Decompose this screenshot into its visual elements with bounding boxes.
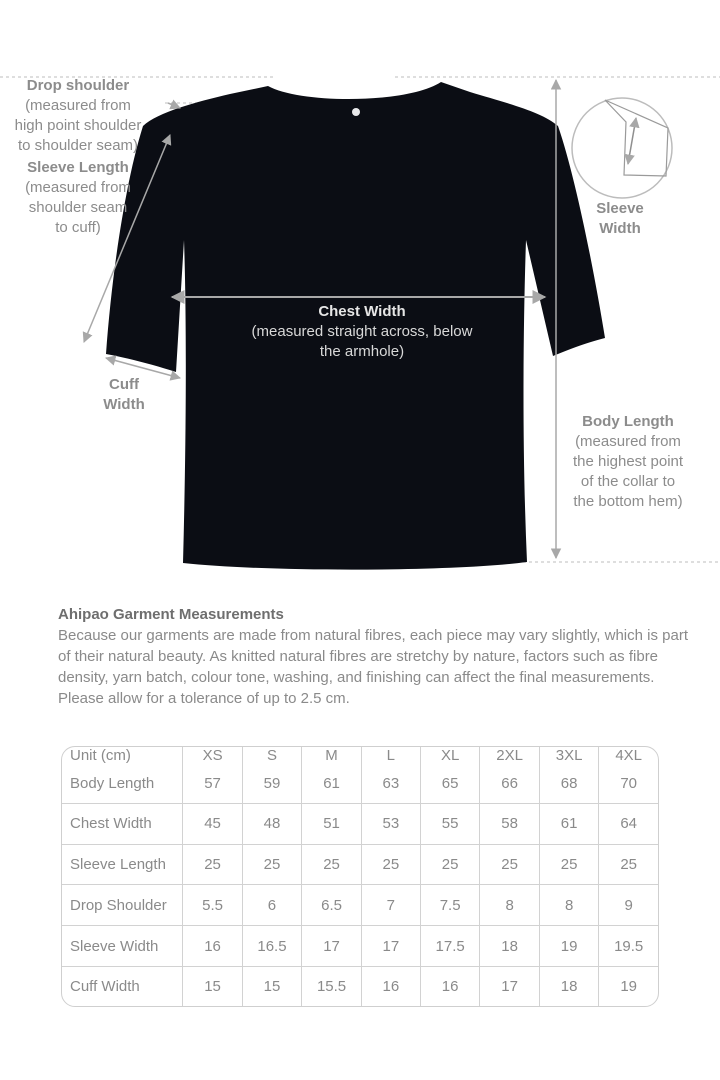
measurement-info xyxy=(58,604,698,709)
header-cell: L xyxy=(361,747,420,764)
table-cell: 25 xyxy=(242,844,302,885)
drop-shoulder-label xyxy=(2,76,154,156)
header-cell: 2XL xyxy=(480,747,539,764)
table-cell: 5.5 xyxy=(183,885,242,926)
header-cell: 3XL xyxy=(539,747,598,764)
sleeve-length-note-3: to cuff) xyxy=(55,219,101,236)
table-cell: 17 xyxy=(480,966,539,1006)
row-label: Cuff Width xyxy=(62,966,183,1006)
table-cell: 15 xyxy=(183,966,242,1006)
table-cell: 25 xyxy=(420,844,480,885)
cuff-width-title-2: Width xyxy=(103,396,145,413)
body-length-label xyxy=(560,412,696,512)
chest-width-title: Chest Width xyxy=(318,303,406,320)
body-length-note-2: the highest point xyxy=(572,453,684,470)
table-cell: 53 xyxy=(361,804,420,845)
table-cell: 18 xyxy=(480,926,539,967)
drop-shoulder-note-3: to shoulder seam) xyxy=(17,137,139,154)
header-cell: 4XL xyxy=(615,747,643,764)
table-cell: 61 xyxy=(539,804,598,845)
sleeve-length-note-1: (measured from xyxy=(25,179,131,196)
sleeve-width-title-1: Sleeve xyxy=(596,200,644,217)
table-cell: 17 xyxy=(302,926,362,967)
table-cell: 16 xyxy=(361,966,420,1006)
info-title: Ahipao Garment Measurements xyxy=(58,606,284,623)
table-cell: 6 xyxy=(242,885,302,926)
brand-label-icon xyxy=(352,108,360,116)
drop-shoulder-note-1: (measured from xyxy=(25,97,131,114)
table-cell: 70 xyxy=(599,764,658,804)
sleeve-width-label xyxy=(584,199,656,239)
table-row xyxy=(62,804,658,845)
header-cell: Unit (cm) xyxy=(62,747,183,764)
header-cell: XS xyxy=(183,747,242,764)
body-length-title: Body Length xyxy=(582,413,674,430)
sleeve-width-title-2: Width xyxy=(599,220,641,237)
info-body: Because our garments are made from natural fibres, each piece may vary slightly, which is part of their natural beauty. As knitted natural fibres are stretchy by nature, factors such as fibre density, yarn batch, colour tone, washing, and finishing can affect the final measurements. Please allow for a tolerance of up to 2.5 cm. xyxy=(58,627,688,707)
table-cell: 25 xyxy=(599,844,658,885)
sleeve-length-note-2: shoulder seam xyxy=(28,199,128,216)
header-cell: M xyxy=(302,747,362,764)
table-cell: 16 xyxy=(420,966,480,1006)
size-table-grid xyxy=(62,747,658,1006)
cuff-width-title-1: Cuff xyxy=(109,376,139,393)
table-cell: 8 xyxy=(539,885,598,926)
table-cell: 61 xyxy=(302,764,362,804)
table-cell: 7.5 xyxy=(420,885,480,926)
chest-width-note-2: the armhole) xyxy=(319,343,405,360)
table-cell: 57 xyxy=(183,764,242,804)
chest-width-label xyxy=(228,302,496,362)
table-cell: 59 xyxy=(242,764,302,804)
table-cell: 19 xyxy=(620,977,638,995)
table-row xyxy=(62,844,658,885)
body-length-note-1: (measured from xyxy=(575,433,681,450)
header-cell: XL xyxy=(420,747,480,764)
table-cell: 25 xyxy=(361,844,420,885)
table-cell: 65 xyxy=(420,764,480,804)
drop-shoulder-title: Drop shoulder xyxy=(26,77,130,94)
sleeve-length-title: Sleeve Length xyxy=(27,159,129,176)
row-label: Sleeve Length xyxy=(62,844,183,885)
table-cell: 51 xyxy=(302,804,362,845)
table-cell: 19.5 xyxy=(599,926,658,967)
table-cell: 63 xyxy=(361,764,420,804)
chest-width-note-1: (measured straight across, below xyxy=(251,323,473,340)
body-length-note-4: the bottom hem) xyxy=(573,493,683,510)
table-row xyxy=(62,926,658,967)
row-label: Drop Shoulder xyxy=(62,885,183,926)
size-table-header-row xyxy=(62,747,658,764)
table-cell: 15.5 xyxy=(302,966,362,1006)
table-row xyxy=(62,764,658,804)
table-cell: 17.5 xyxy=(420,926,480,967)
cuff-width-label xyxy=(92,375,156,415)
row-label: Sleeve Width xyxy=(62,926,183,967)
table-cell: 66 xyxy=(480,764,539,804)
table-cell: 64 xyxy=(599,804,658,845)
table-cell: 19 xyxy=(539,926,598,967)
drop-shoulder-arrow xyxy=(168,103,180,108)
table-cell: 25 xyxy=(539,844,598,885)
table-cell: 68 xyxy=(539,764,598,804)
table-cell: 17 xyxy=(361,926,420,967)
body-length-note-3: of the collar to xyxy=(580,473,676,490)
table-cell: 8 xyxy=(480,885,539,926)
table-cell: 58 xyxy=(480,804,539,845)
row-label: Body Length xyxy=(62,764,183,804)
table-cell: 6.5 xyxy=(302,885,362,926)
table-cell: 16.5 xyxy=(242,926,302,967)
table-cell: 45 xyxy=(183,804,242,845)
table-cell: 25 xyxy=(480,844,539,885)
table-cell: 25 xyxy=(183,844,242,885)
header-cell: S xyxy=(242,747,302,764)
table-cell: 25 xyxy=(302,844,362,885)
table-cell: 48 xyxy=(242,804,302,845)
sleeve-width-inset xyxy=(572,98,672,198)
drop-shoulder-note-2: high point shoulder xyxy=(14,117,142,134)
size-table xyxy=(61,746,659,1007)
table-row xyxy=(62,966,658,1006)
table-cell: 55 xyxy=(420,804,480,845)
table-cell: 15 xyxy=(242,966,302,1006)
table-row xyxy=(62,885,658,926)
row-label: Chest Width xyxy=(62,804,183,845)
table-cell: 7 xyxy=(361,885,420,926)
table-cell: 18 xyxy=(539,966,598,1006)
table-cell: 16 xyxy=(183,926,242,967)
table-cell: 9 xyxy=(599,885,658,926)
sleeve-length-label xyxy=(10,158,146,238)
